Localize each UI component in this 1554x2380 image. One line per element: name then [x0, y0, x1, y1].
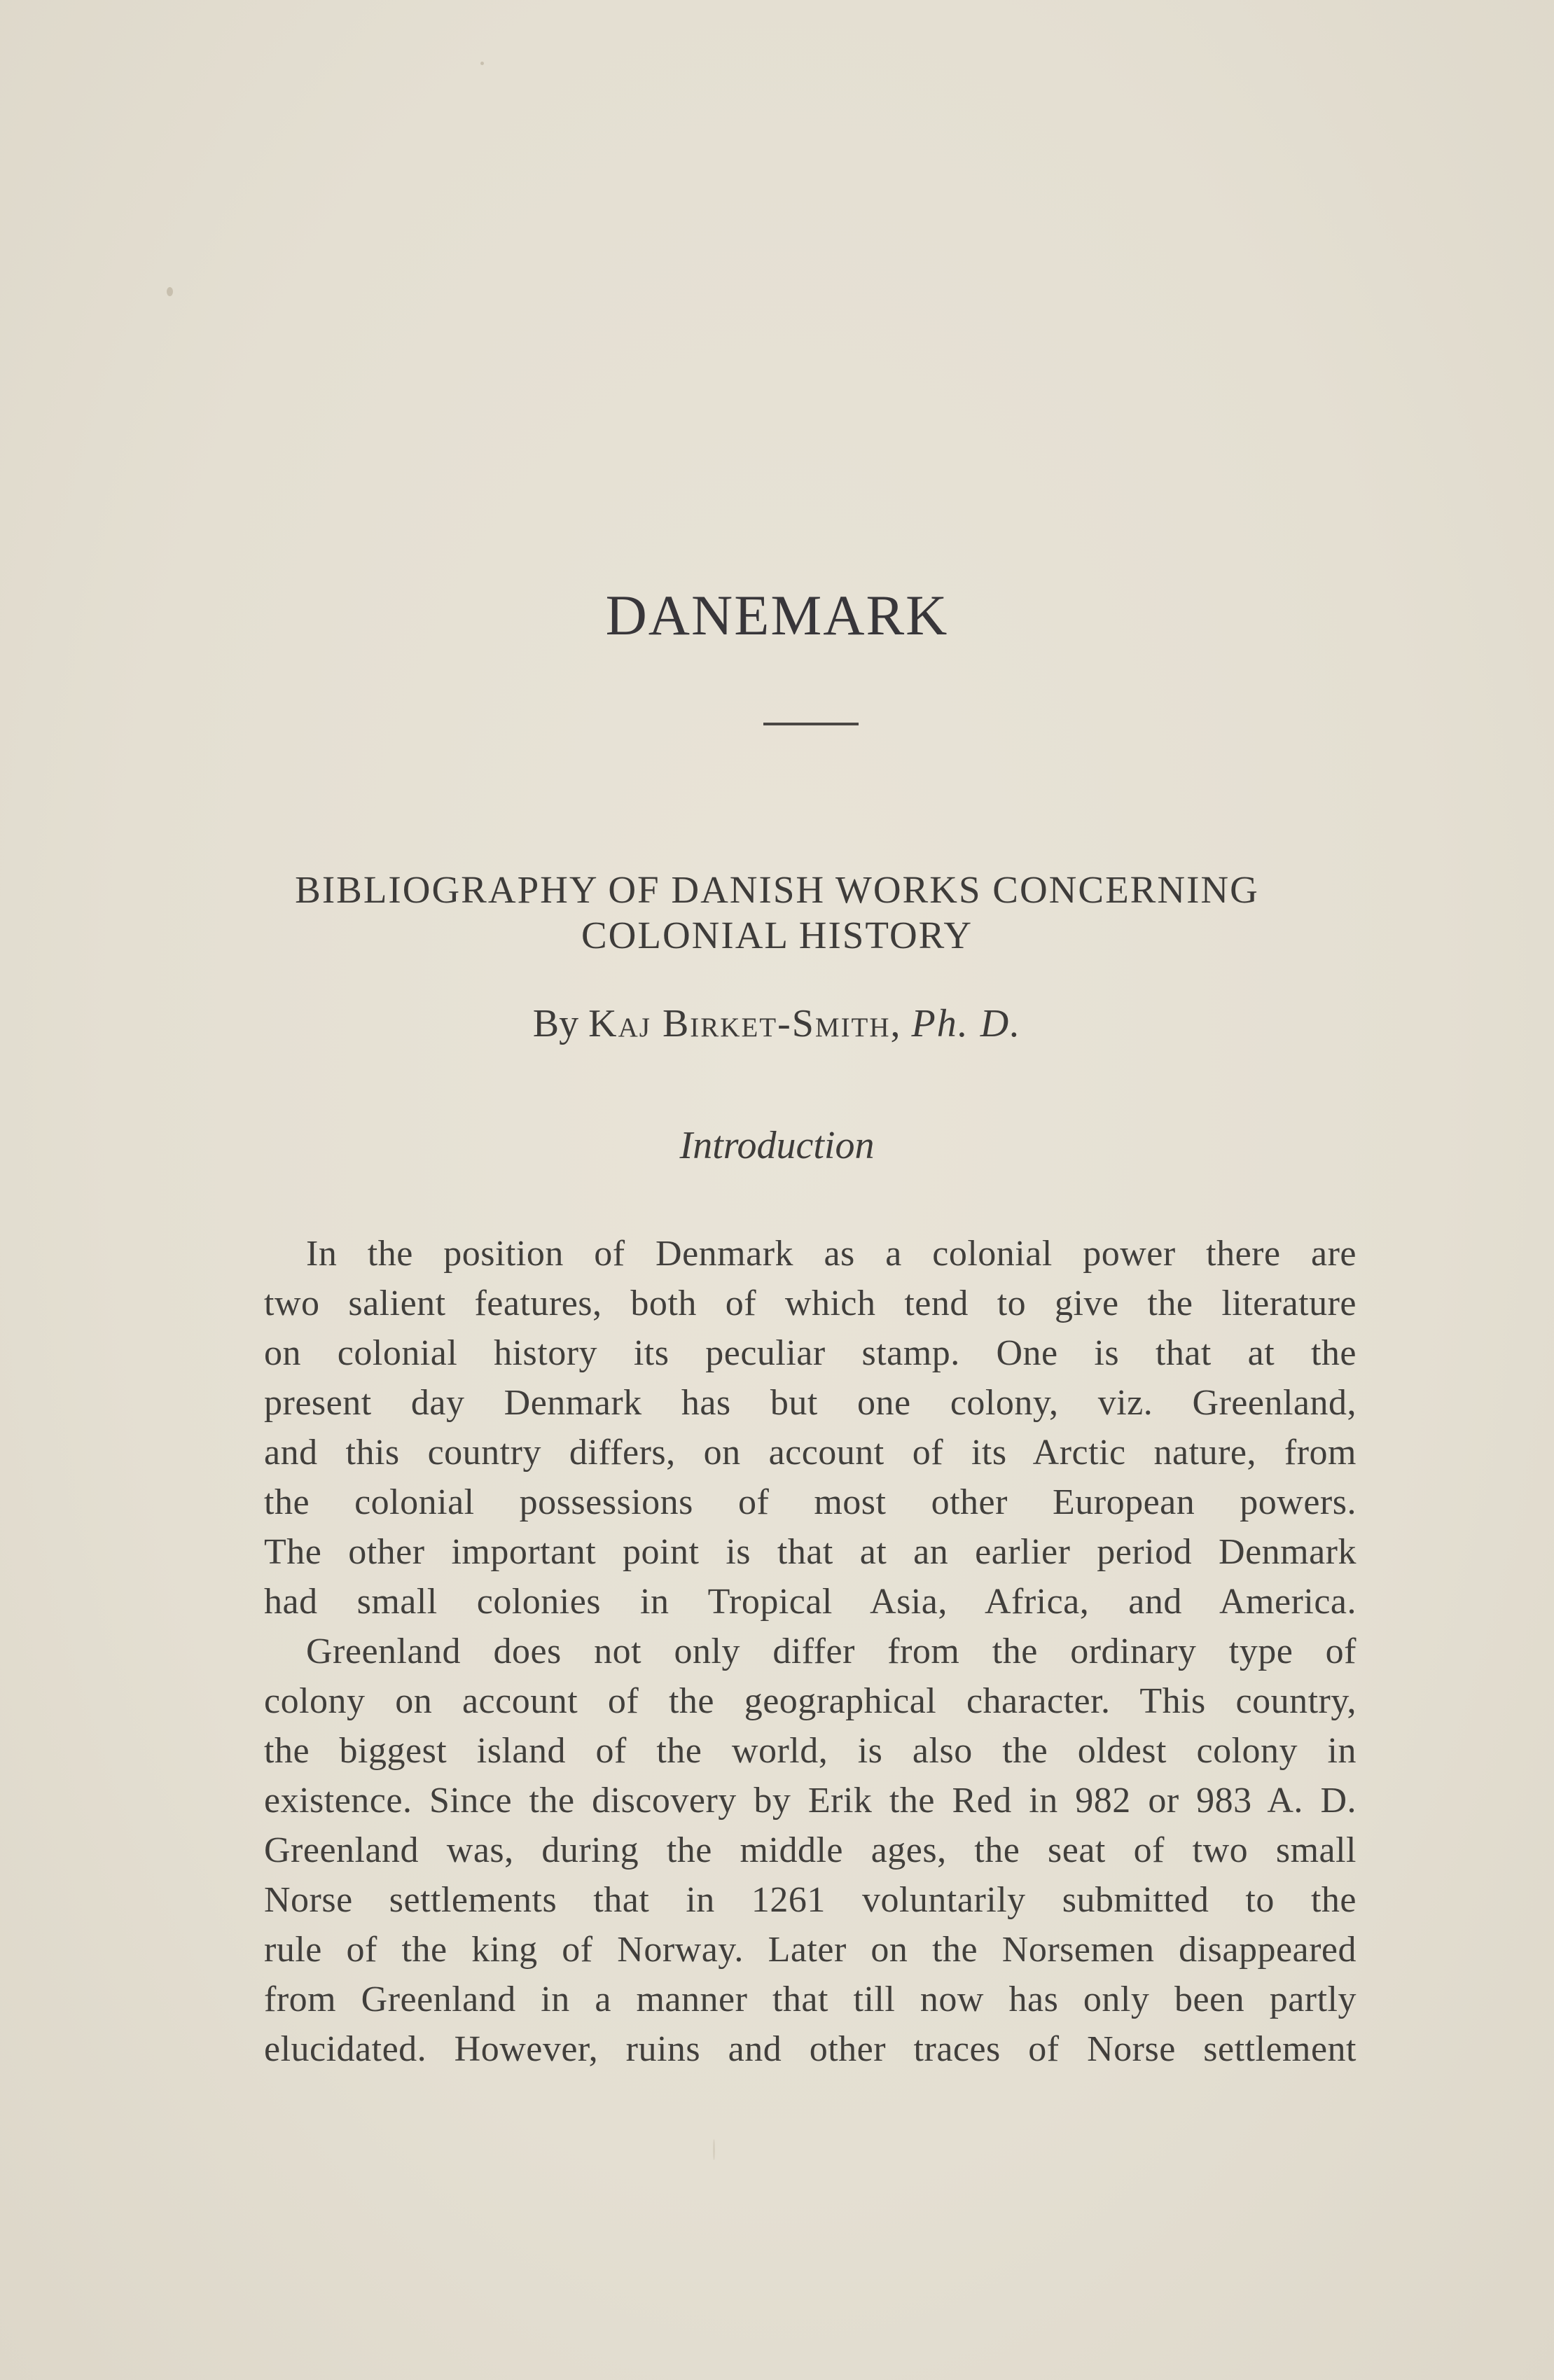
paragraph-line: on colonial history its peculiar stamp. One is that at the: [264, 1333, 1357, 1373]
paragraph-line: elucidated. However, ruins and other traces of Norse settlement: [264, 2029, 1357, 2069]
paragraph-line: present day Denmark has but one colony, viz. Greenland,: [264, 1383, 1357, 1423]
paper-speck: [167, 287, 173, 296]
paragraph-line: colony on account of the geographical character. This country,: [264, 1681, 1357, 1721]
paragraph-line: Norse settlements that in 1261 voluntarily submitted to the: [264, 1880, 1357, 1920]
body-paragraph: [264, 1229, 1357, 2074]
page-title: DANEMARK: [605, 583, 949, 647]
title-divider: [763, 723, 859, 725]
paragraph-line: from Greenland in a manner that till now has only been partly: [264, 1979, 1357, 2019]
paragraph-line: Greenland was, during the middle ages, the seat of two small: [264, 1830, 1357, 1870]
paragraph-line: the colonial possessions of most other European powers.: [264, 1482, 1357, 1522]
paragraph-line: existence. Since the discovery by Erik the Red in 982 or 983 A. D.: [264, 1781, 1357, 1821]
paragraph-line: rule of the king of Norway. Later on the Norsemen disappeared: [264, 1930, 1357, 1970]
paragraph-line: the biggest island of the world, is also the oldest colony in: [264, 1731, 1357, 1771]
author-degree: Ph. D.: [911, 1002, 1022, 1045]
paragraph-line: two salient features, both of which tend to give the literature: [264, 1283, 1357, 1323]
paragraph-line: The other important point is that at an earlier period Denmark: [264, 1532, 1357, 1572]
paragraph-line: and this country differs, on account of its Arctic nature, from: [264, 1433, 1357, 1473]
byline-by: By: [532, 1002, 579, 1045]
author-name: Kaj Birket-Smith,: [588, 1002, 902, 1045]
paragraph-line: had small colonies in Tropical Asia, Africa, and America.: [264, 1582, 1357, 1622]
section-title: Introduction: [679, 1124, 875, 1167]
byline: [0, 1004, 1554, 1043]
article-heading-line-1: BIBLIOGRAPHY OF DANISH WORKS CONCERNING: [295, 868, 1259, 911]
paper-speck: [713, 2139, 715, 2160]
paper-speck: [480, 62, 484, 65]
article-heading-line-2: COLONIAL HISTORY: [581, 914, 973, 956]
paragraph-line: Greenland does not only differ from the ordinary type of: [306, 1631, 1357, 1671]
paragraph-line: In the position of Denmark as a colonial power there are: [306, 1234, 1357, 1274]
